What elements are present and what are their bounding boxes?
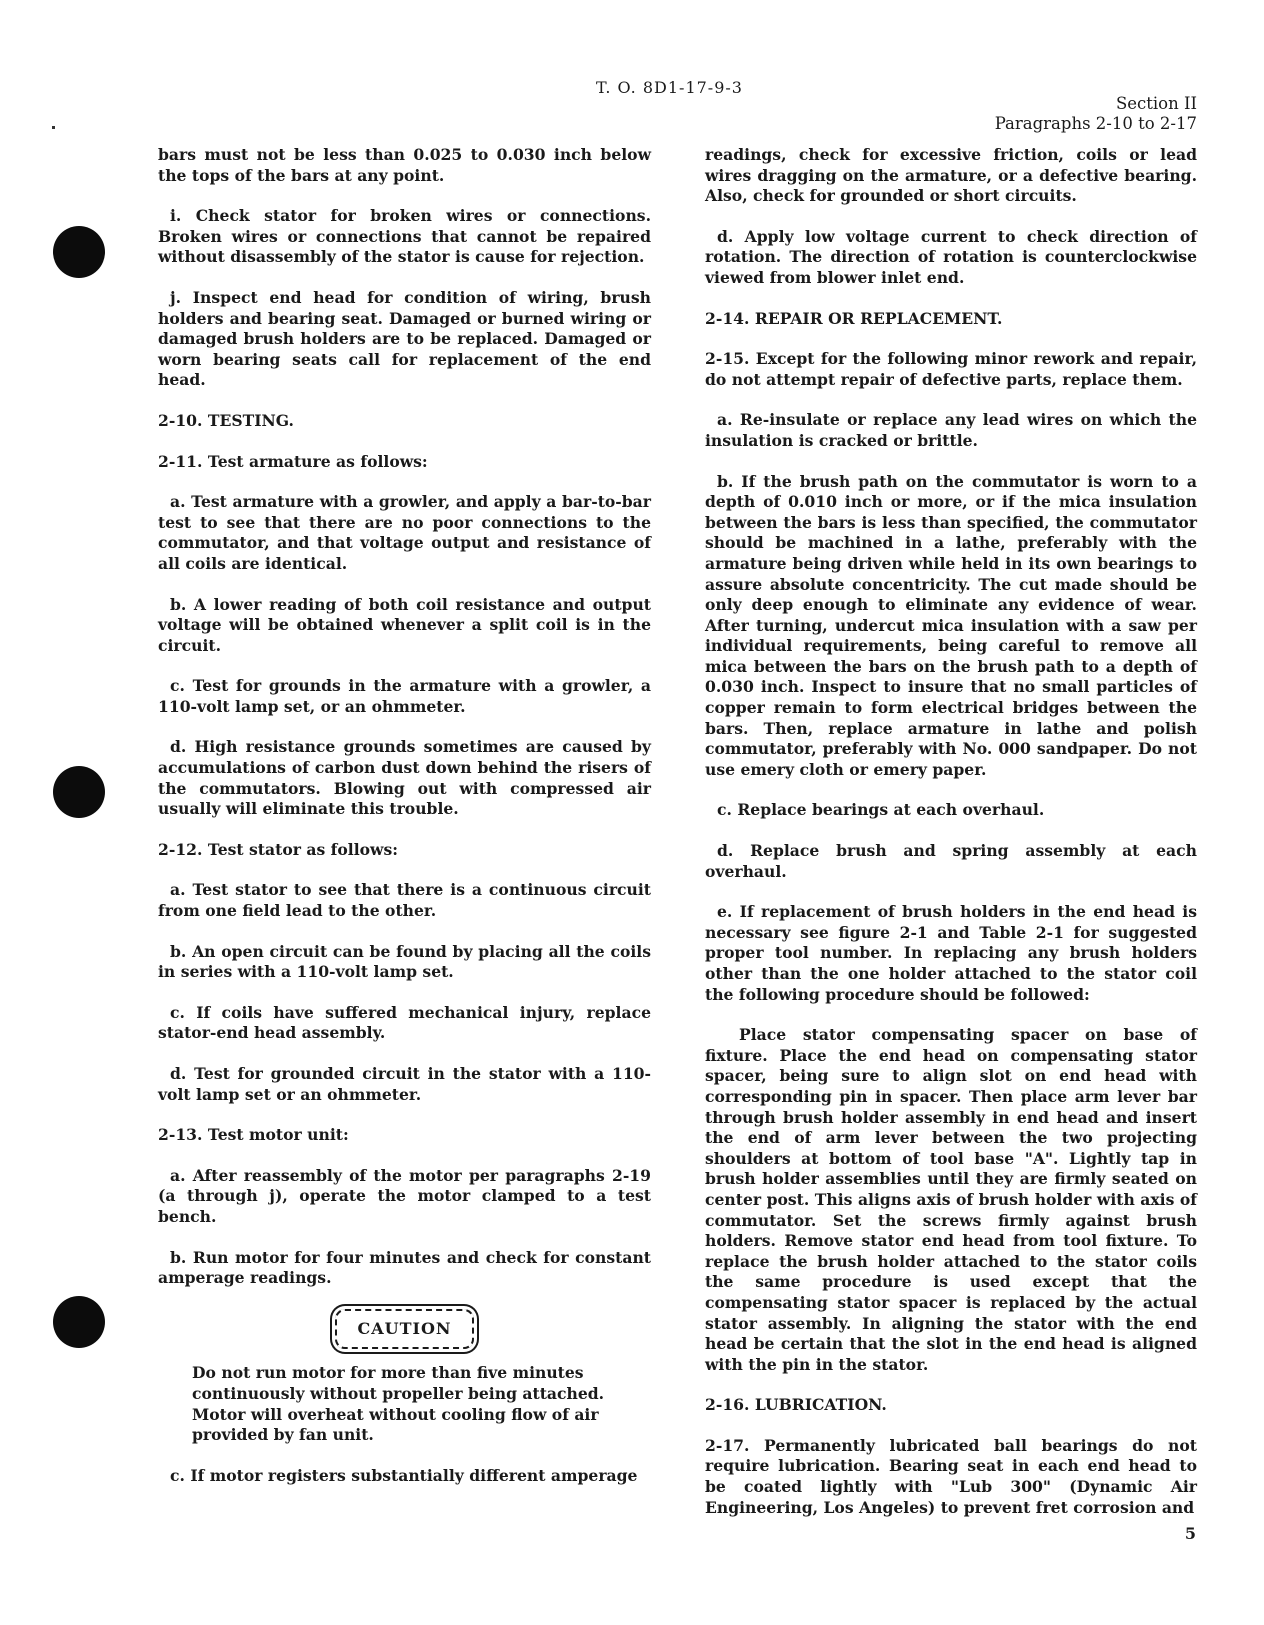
paragraph: d. Test for grounded circuit in the stator with a 110-volt lamp set or an ohmmeter. <box>158 1064 651 1104</box>
paragraph: c. If coils have suffered mechanical injury, replace stator-end head assembly. <box>158 1002 651 1043</box>
page-number: 5 <box>1184 1524 1196 1543</box>
paragraph: b. If the brush path on the commutator is worn to a depth of 0.010 inch or more, or if the mica insulation between the bars is less than specified, the commutator should be machined in a lathe, preferably with the armature being driven while held in its own bearings to assure absolute concentricity. The cut made should be only deep enough to eliminate any evidence of wear. After turning, undercut mica insulation with a saw per individual requirements, being careful to remove all mica between the bars on the brush path to a depth of 0.030 inch. Inspect to insure that no small particles of copper remain to form electrical bridges between the bars. Then, replace armature in lathe and polish commutator, preferably with No. 000 sandpaper. Do not use emery cloth or emery paper. <box>705 471 1197 779</box>
paragraph: a. Test armature with a growler, and apply a bar-to-bar test to see that there are no poor connections to the commutator, and that voltage output and resistance of all coils are identical. <box>158 492 651 573</box>
paragraph: 2-15. Except for the following minor rework and repair, do not attempt repair of defective parts, replace them. <box>705 349 1197 389</box>
section-heading: 2-14. REPAIR OR REPLACEMENT. <box>705 308 1003 328</box>
caution-box <box>158 1309 651 1350</box>
paragraph: a. After reassembly of the motor per paragraphs 2-19 (a through j), operate the motor clamped to a test bench. <box>158 1165 651 1226</box>
binder-hole-2 <box>53 766 105 818</box>
paragraph: a. Test stator to see that there is a continuous circuit from one field lead to the other. <box>158 880 651 921</box>
paragraph: e. If replacement of brush holders in the end head is necessary see figure 2-1 and Table 2-1 for suggested proper tool number. In replacing any brush holders other than the one holder attached to the stator coil the following procedure should be followed: <box>705 902 1197 1004</box>
paragraph: j. Inspect end head for condition of wiring, brush holders and bearing seat. Damaged or burned wiring or damaged brush holders are to be replaced. Damaged or worn bearing seats call for replacement of the end head. <box>158 287 651 390</box>
paragraph: b. Run motor for four minutes and check for constant amperage readings. <box>158 1247 651 1288</box>
scan-mark <box>52 126 55 129</box>
binder-hole-1 <box>53 226 105 278</box>
paragraph: c. Replace bearings at each overhaul. <box>717 800 1045 820</box>
section-heading: 2-16. LUBRICATION. <box>705 1395 887 1415</box>
section-heading: 2-10. TESTING. <box>158 410 294 430</box>
paragraph: i. Check stator for broken wires or connections. Broken wires or connections that cannot be repaired without disassembly of the stator is cause for rejection. <box>158 206 651 267</box>
paragraph-range: Paragraphs 2-10 to 2-17 <box>994 114 1197 133</box>
paragraph: 2-17. Permanently lubricated ball bearings do not require lubrication. Bearing seat in each end head to be coated lightly with "Lub 300" (Dynamic Air Engineering, Los Angeles) to prevent fret corrosion and <box>705 1435 1197 1517</box>
document-number: T. O. 8D1-17-9-3 <box>596 78 743 97</box>
paragraph: c. Test for grounds in the armature with a growler, a 110-volt lamp set, or an ohmmeter. <box>158 676 651 716</box>
paragraph: a. Re-insulate or replace any lead wires on which the insulation is cracked or brittle. <box>705 410 1197 450</box>
section-label: Section II <box>1115 94 1197 113</box>
paragraph: d. Apply low voltage current to check direction of rotation. The direction of rotation is counterclockwise viewed from blower inlet end. <box>705 226 1197 287</box>
caution-label: CAUTION <box>335 1309 473 1350</box>
binder-hole-3 <box>53 1296 105 1348</box>
section-header <box>995 94 1197 134</box>
paragraph: bars must not be less than 0.025 to 0.030 inch below the tops of the bars at any point. <box>158 145 651 185</box>
paragraph: d. High resistance grounds sometimes are caused by accumulations of carbon dust down behind the risers of the commutators. Blowing out with compressed air usually will eliminate this trouble. <box>158 737 651 819</box>
paragraph: 2-11. Test armature as follows: <box>158 451 428 471</box>
paragraph: 2-13. Test motor unit: <box>158 1125 349 1145</box>
paragraph: d. Replace brush and spring assembly at each overhaul. <box>705 841 1197 881</box>
caution-text: Do not run motor for more than five minutes continuously without propeller being attached. Motor will overheat without cooling flow of air provided by fan unit. <box>192 1363 605 1445</box>
procedure-paragraph: Place stator compensating spacer on base of fixture. Place the end head on compensating stator spacer, being sure to align slot on end head with corresponding pin in spacer. Then place arm lever bar through brush holder assembly in end head and insert the end of arm lever between the two projecting shoulders at bottom of tool base "A". Lightly tap in brush holder assemblies until they are firmly seated on center post. This aligns axis of brush holder with axis of commutator. Set the screws firmly against brush holders. Remove stator end head from tool fixture. To replace the brush holder attached to the stator coils the same procedure is used except that the compensating stator spacer is replaced by the actual stator assembly. In aligning the stator with the end head be certain that the slot in the end head is aligned with the pin in the stator. <box>705 1025 1197 1374</box>
left-column <box>158 145 651 1506</box>
paragraph: readings, check for excessive friction, coils or lead wires dragging on the armature, or a defective bearing. Also, check for grounded or short circuits. <box>705 145 1197 206</box>
right-column <box>705 145 1197 1538</box>
paragraph: 2-12. Test stator as follows: <box>158 839 398 859</box>
paragraph: c. If motor registers substantially different amperage <box>170 1465 638 1485</box>
paragraph: b. An open circuit can be found by placing all the coils in series with a 110-volt lamp set. <box>158 941 651 982</box>
paragraph: b. A lower reading of both coil resistance and output voltage will be obtained whenever a split coil is in the circuit. <box>158 594 651 655</box>
